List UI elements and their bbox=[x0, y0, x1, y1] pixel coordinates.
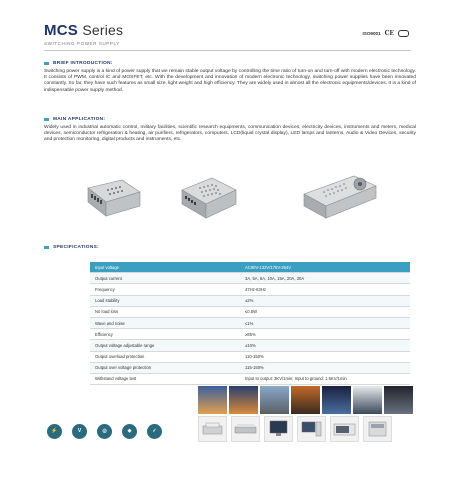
spec-key: Wave and noise bbox=[90, 317, 240, 328]
spec-value: 115-150% bbox=[240, 362, 410, 373]
application-photo bbox=[229, 386, 258, 414]
certification-marks bbox=[363, 30, 410, 37]
specifications-heading-text: SPECIFICATIONS: bbox=[53, 245, 99, 250]
feature-badge bbox=[46, 424, 63, 441]
efficiency-icon: ✓ bbox=[147, 424, 162, 439]
printer-thumbnail bbox=[198, 416, 227, 442]
iso-cert-label: ISO9001 bbox=[362, 31, 381, 36]
spec-value: ±10% bbox=[240, 340, 410, 351]
brand-subtitle: SWITCHING POWER SUPPLY bbox=[44, 41, 120, 46]
application-photo bbox=[198, 386, 227, 414]
table-row bbox=[90, 362, 410, 373]
feature-badge bbox=[121, 424, 138, 441]
spec-key: Output voltage adjustable range bbox=[90, 340, 240, 351]
appliance-thumbnail bbox=[363, 416, 392, 442]
spec-value: ≤0.5W bbox=[240, 306, 410, 317]
feature-badges bbox=[46, 424, 163, 441]
brand-title bbox=[44, 22, 123, 39]
feature-badge bbox=[96, 424, 113, 441]
short-circuit-protection-icon: ◎ bbox=[97, 424, 112, 439]
product-photo-small bbox=[82, 168, 146, 224]
brand-series: Series bbox=[82, 22, 124, 38]
thermal-protection-icon: ◈ bbox=[122, 424, 137, 439]
application-photo bbox=[353, 386, 382, 414]
table-row bbox=[90, 351, 410, 362]
spec-value: ≥85% bbox=[240, 329, 410, 340]
application-paragraph: Widely used in industrial automatic control, military facilities, scientific research equipments, communication devices, electricity devices, instruments and meters, medical devices, semiconductor refrigeration & heating, air purifiers, refrigerators, computers, LCD(liquid crystal display), LED lamps and lanterns, Audio & Video Devices, security and protection monitoring, digital products and instruments, etc. bbox=[44, 125, 416, 143]
application-photo bbox=[322, 386, 351, 414]
table-row bbox=[90, 329, 410, 340]
spec-value: 47Hz-63Hz bbox=[240, 284, 410, 295]
appliance-thumbnail-strip bbox=[198, 416, 392, 442]
application-photo bbox=[260, 386, 289, 414]
brief-heading-text: BRIEF INTRODUCTION: bbox=[53, 61, 113, 66]
spec-key: Input voltage bbox=[90, 262, 240, 273]
section-bullet-icon bbox=[44, 118, 49, 121]
section-bullet-icon bbox=[44, 62, 49, 65]
spec-value: AC90V-132V/176V-264V bbox=[240, 262, 410, 273]
spec-key: Output over voltage protection bbox=[90, 362, 240, 373]
header-divider bbox=[44, 50, 411, 51]
spec-value: 110-150% bbox=[240, 351, 410, 362]
ce-mark: CE bbox=[384, 30, 394, 37]
product-photo-large bbox=[300, 168, 380, 224]
brief-heading bbox=[44, 61, 113, 66]
brand-name: MCS bbox=[44, 22, 78, 39]
spec-key: Frequency bbox=[90, 284, 240, 295]
scanner-thumbnail bbox=[231, 416, 260, 442]
voltage-protection-icon: V bbox=[72, 424, 87, 439]
application-heading-text: MAIN APPLICATION: bbox=[53, 117, 106, 122]
spec-key: Output overload protection bbox=[90, 351, 240, 362]
table-row bbox=[90, 295, 410, 306]
table-row bbox=[90, 317, 410, 328]
spec-key: Output current bbox=[90, 273, 240, 284]
table-row bbox=[90, 273, 410, 284]
monitor-thumbnail bbox=[264, 416, 293, 442]
table-row bbox=[90, 262, 410, 273]
spec-value: Input to output: 3KV/1min; Input to ground: 1.5KV/1min bbox=[240, 373, 410, 384]
feature-badge bbox=[146, 424, 163, 441]
microwave-thumbnail bbox=[330, 416, 359, 442]
application-photo bbox=[291, 386, 320, 414]
spec-value: ±2% bbox=[240, 295, 410, 306]
section-bullet-icon bbox=[44, 246, 49, 249]
spec-value: 3A, 5A, 8A, 10A, 15A, 20A, 30A bbox=[240, 273, 410, 284]
product-photo-medium bbox=[178, 168, 240, 224]
application-heading bbox=[44, 117, 105, 122]
brief-paragraph: Switching power supply is a kind of power supply that we remain stable output voltage by controlling the time ratio of turn-on and turn-off with modern electronic technology. It consists of PWM, control IC and MOSFET, etc. With the development and innovation of modern electronic technology, switching power supplies have been innovated constantly. So far, they have such features as small size, light weight and high efficiency. They are widely used in almost all the electronic equipments/devices. It is a kind of indispensable power supply method. bbox=[44, 69, 416, 93]
specifications-table bbox=[90, 262, 410, 385]
application-photo-strip bbox=[198, 386, 413, 414]
spec-key: No load loss bbox=[90, 306, 240, 317]
feature-badge bbox=[71, 424, 88, 441]
spec-key: Efficiency bbox=[90, 329, 240, 340]
spec-key: Load stability bbox=[90, 295, 240, 306]
table-row bbox=[90, 284, 410, 295]
table-row bbox=[90, 306, 410, 317]
computer-thumbnail bbox=[297, 416, 326, 442]
table-row bbox=[90, 373, 410, 384]
spec-key: Withstand voltage test bbox=[90, 373, 240, 384]
specifications-heading bbox=[44, 245, 99, 250]
spec-value: ≤1% bbox=[240, 317, 410, 328]
overload-protection-icon: ⚡ bbox=[47, 424, 62, 439]
table-row bbox=[90, 340, 410, 351]
rohs-mark-icon bbox=[398, 30, 409, 37]
application-photo bbox=[384, 386, 413, 414]
